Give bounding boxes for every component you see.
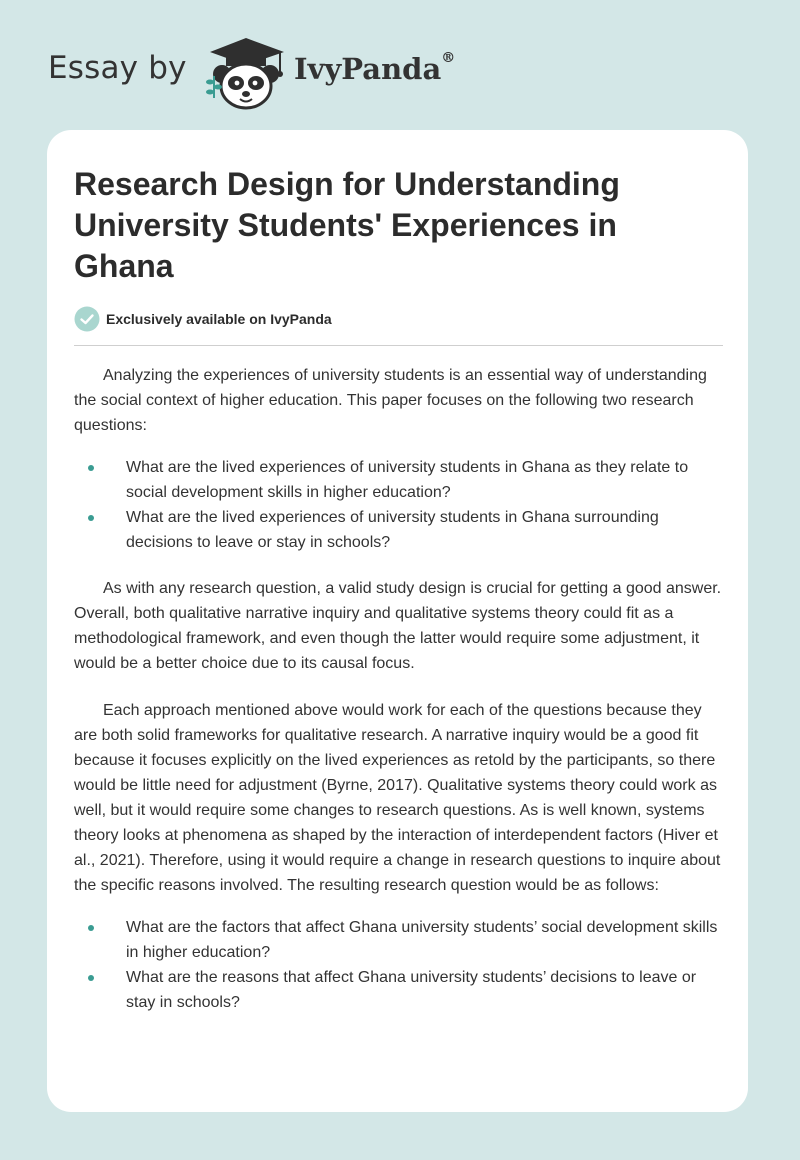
list-item: What are the lived experiences of university students in Ghana as they relate to social development skills in higher education? — [74, 455, 724, 505]
registered-mark: ® — [441, 50, 456, 66]
panda-graduate-icon[interactable] — [200, 32, 290, 112]
article-title: Research Design for Understanding University Students' Experiences in Ghana — [74, 166, 620, 284]
exclusive-label: Exclusively available on IvyPanda — [106, 311, 332, 327]
paragraph: As with any research question, a valid study design is crucial for getting a good answer. Overall, both qualitative narrative inquiry and qualitative systems theory could fit as a methodological framework, and even though the latter would require some adjustment, it would be a better choice due to its causal focus. — [74, 580, 722, 672]
exclusive-badge — [74, 306, 332, 332]
brand-prefix: Essay by — [48, 50, 187, 86]
list-item: What are the lived experiences of university students in Ghana surrounding decisions to leave or stay in schools? — [74, 505, 724, 555]
list-item: What are the factors that affect Ghana university students’ social development skills in higher education? — [74, 915, 724, 965]
brand-name[interactable]: IvyPanda® — [294, 50, 456, 86]
list-item: What are the reasons that affect Ghana university students’ decisions to leave or stay in schools? — [74, 965, 724, 1015]
paragraph: Analyzing the experiences of university students is an essential way of understanding the social context of higher education. This paper focuses on the following two research questions: — [74, 367, 707, 434]
revised-questions-list — [74, 915, 724, 1015]
site-header — [0, 0, 800, 130]
divider — [74, 345, 723, 346]
article-card — [47, 130, 748, 1112]
article-body — [74, 363, 724, 1036]
research-questions-list — [74, 455, 724, 555]
paragraph: Each approach mentioned above would work for each of the questions because they are both solid frameworks for qualitative research. A narrative inquiry would be a good fit because it focuses explicitly on the lived experiences as retold by the participants, so there would be little need for adjustment (Byrne, 2017). Qualitative systems theory could work as well, but it would require some changes to research questions. As is well known, systems theory looks at phenomena as shaped by the interaction of interdependent factors (Hiver et al., 2021). Therefore, using it would require a change in research questions to inquire about the specific reasons involved. The resulting research question would be as follows: — [74, 702, 721, 894]
bullet-dot-icon — [88, 515, 94, 521]
check-badge-icon — [74, 306, 100, 332]
bullet-dot-icon — [88, 975, 94, 981]
bullet-dot-icon — [88, 925, 94, 931]
bullet-dot-icon — [88, 465, 94, 471]
